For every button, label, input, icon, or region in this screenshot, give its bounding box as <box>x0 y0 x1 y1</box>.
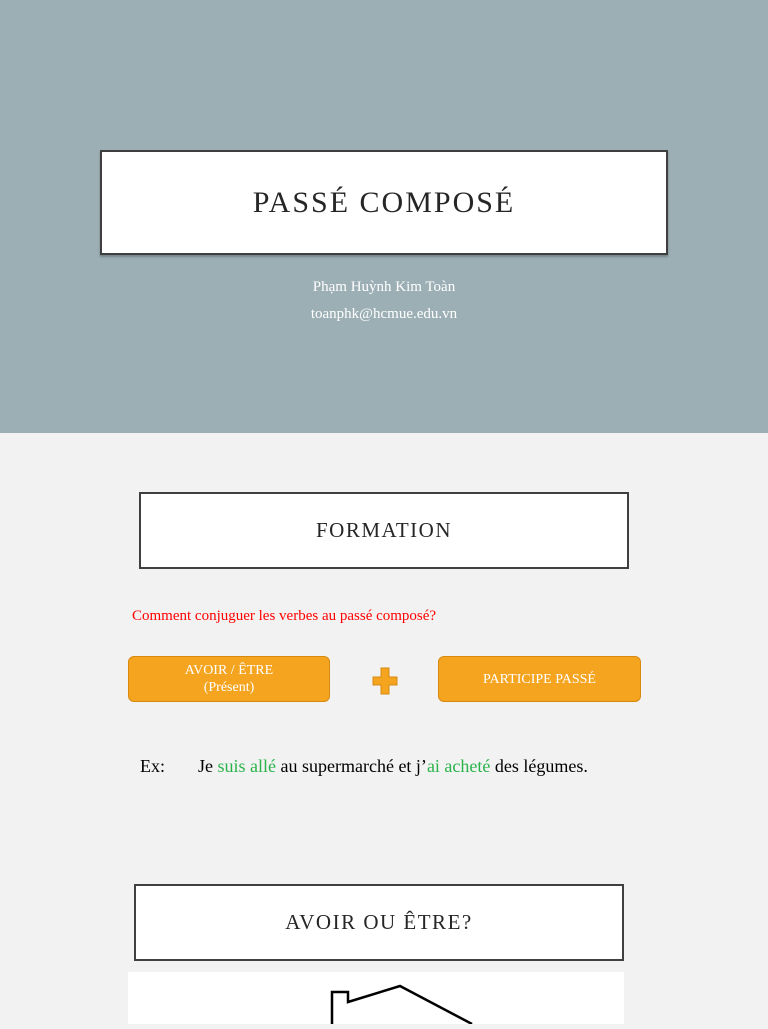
formation-heading: FORMATION <box>315 518 452 542</box>
title-slide <box>0 0 768 433</box>
house-diagram <box>128 972 624 1024</box>
house-icon <box>128 972 624 1024</box>
example-part3: des légumes. <box>490 756 588 776</box>
participe-passe-box <box>438 656 641 702</box>
avoir-ou-etre-heading: AVOIR OU ÊTRE? <box>285 910 473 934</box>
example-part1: Je <box>198 756 218 776</box>
example-highlight1: suis allé <box>217 756 276 776</box>
participe-passe-label: PARTICIPE PASSÉ <box>483 671 596 687</box>
formation-heading-box <box>139 492 629 569</box>
author-email: toanphk@hcmue.edu.vn <box>310 306 458 322</box>
example-label: Ex: <box>140 756 165 776</box>
slide-title: PASSÉ COMPOSÉ <box>252 185 516 219</box>
example-part2: au supermarché et j’ <box>276 756 427 776</box>
avoir-etre-label: AVOIR / ÊTRE <box>184 663 274 678</box>
avoir-ou-etre-heading-box <box>134 884 624 961</box>
author-name: Phạm Huỳnh Kim Toàn <box>312 279 456 295</box>
example-sentence <box>140 756 588 777</box>
plus-icon <box>372 667 398 695</box>
question-text: Comment conjuguer les verbes au passé composé? <box>132 608 437 624</box>
present-label: (Présent) <box>203 680 255 695</box>
avoir-etre-box <box>128 656 330 702</box>
example-highlight2: ai acheté <box>426 756 491 776</box>
title-box <box>100 150 668 255</box>
